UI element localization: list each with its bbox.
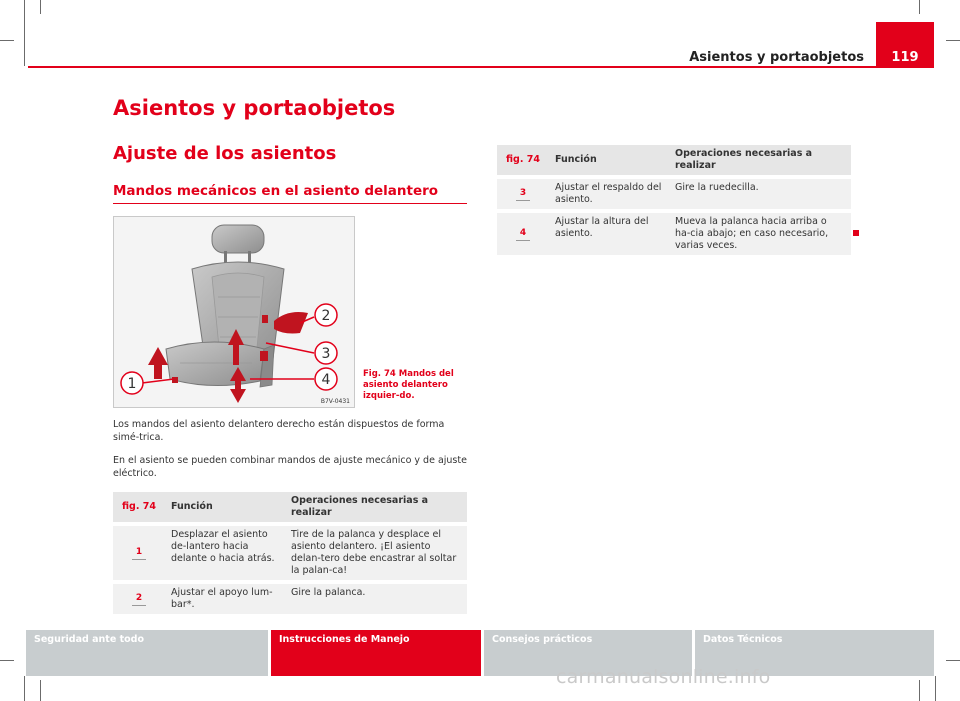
- col-header-function: Función: [549, 145, 669, 177]
- callout-1-label: 1: [127, 376, 137, 392]
- operation-cell: Tire de la palanca y desplace el asiento delantero. ¡El asiento delan-tero debe encastrar al soltar la palan-ca!: [285, 524, 467, 582]
- header-rule: [28, 66, 876, 68]
- crop-mark: [40, 0, 41, 14]
- footer-tab-instrucciones[interactable]: Instrucciones de Manejo: [271, 630, 481, 676]
- col-header-fig: fig. 74: [113, 492, 165, 524]
- footer-tab-consejos[interactable]: Consejos prácticos: [484, 630, 692, 676]
- watermark: carmanualsonline.info: [556, 666, 771, 688]
- item-number-badge: 1: [132, 546, 146, 560]
- section-end-mark: [853, 230, 859, 236]
- function-cell: Ajustar la altura del asiento.: [549, 211, 669, 255]
- figure-caption: Fig. 74 Mandos del asiento delantero izquier-do.: [363, 369, 454, 401]
- item-number-badge: 4: [516, 227, 530, 241]
- footer-tab-datos[interactable]: Datos Técnicos: [695, 630, 934, 676]
- callout-3-label: 3: [321, 346, 331, 362]
- crop-mark: [946, 660, 960, 661]
- item-number-badge: 3: [516, 187, 530, 201]
- page-number: 119: [891, 50, 919, 65]
- table-row: [497, 177, 851, 211]
- operation-cell: Gire la ruedecilla.: [669, 177, 851, 211]
- operation-cell: Gire la palanca.: [285, 582, 467, 614]
- crop-mark: [935, 676, 936, 701]
- table-header-row: [113, 492, 467, 524]
- crop-mark: [0, 660, 14, 661]
- crop-mark: [946, 40, 960, 41]
- running-title: Asientos y portaobjetos: [689, 50, 864, 65]
- crop-mark: [24, 676, 25, 701]
- callout-4-label: 4: [321, 372, 331, 388]
- item-number-badge: 2: [132, 592, 146, 606]
- crop-mark: [919, 680, 920, 701]
- seat-illustration: [114, 217, 354, 407]
- controls-table-left: [113, 492, 467, 614]
- crop-mark: [919, 0, 920, 14]
- seat-figure: [113, 216, 355, 408]
- function-cell: Ajustar el respaldo del asiento.: [549, 177, 669, 211]
- function-cell: Desplazar el asiento de-lantero hacia delante o hacia atrás.: [165, 524, 285, 582]
- page-title: Asientos y portaobjetos: [113, 96, 396, 120]
- table-row: [113, 582, 467, 614]
- callout-2-label: 2: [321, 308, 331, 324]
- operation-cell: Mueva la palanca hacia arriba o ha-cia abajo; en caso necesario, varias veces.: [669, 211, 851, 255]
- table-row: [497, 211, 851, 255]
- col-header-operations: Operaciones necesarias a realizar: [285, 492, 467, 524]
- col-header-fig: fig. 74: [497, 145, 549, 177]
- paragraph-combination: En el asiento se pueden combinar mandos de ajuste mecánico y de ajuste eléctrico.: [113, 455, 467, 479]
- controls-table-right: [497, 145, 851, 255]
- figure-code: B7V-0431: [320, 398, 350, 405]
- table-header-row: [497, 145, 851, 177]
- subsection-title: Mandos mecánicos en el asiento delantero: [113, 183, 439, 199]
- table-row: [113, 524, 467, 582]
- col-header-function: Función: [165, 492, 285, 524]
- col-header-operations: Operaciones necesarias a realizar: [669, 145, 851, 177]
- crop-mark: [40, 680, 41, 701]
- section-title: Ajuste de los asientos: [113, 143, 337, 164]
- footer-tab-seguridad[interactable]: Seguridad ante todo: [26, 630, 268, 676]
- crop-mark: [0, 40, 14, 41]
- crop-mark: [24, 0, 25, 66]
- function-cell: Ajustar el apoyo lum-bar*.: [165, 582, 285, 614]
- subsection-rule: [113, 203, 467, 204]
- paragraph-symmetry: Los mandos del asiento delantero derecho están dispuestos de forma simé-trica.: [113, 419, 445, 443]
